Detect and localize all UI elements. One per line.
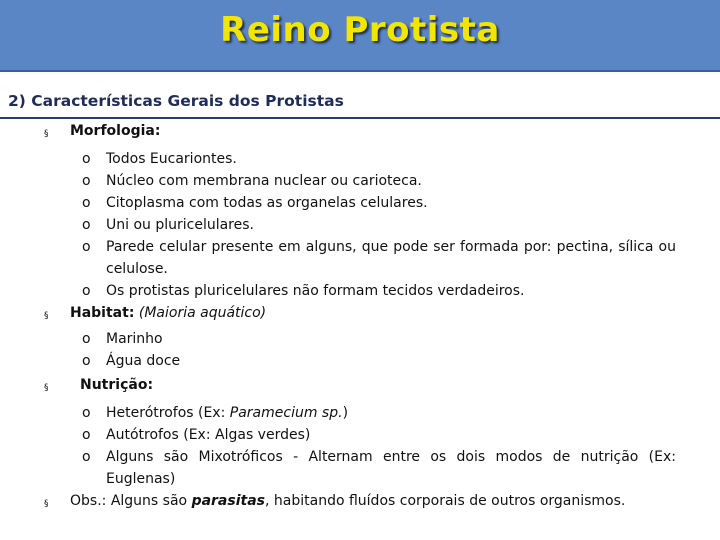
bullet-icon: § [44, 499, 49, 509]
sub-bullet-icon: o [82, 331, 91, 347]
slide-title: Reino Protista [220, 10, 500, 50]
bullet-icon: § [44, 129, 49, 139]
sub-bullet-icon: o [82, 195, 91, 211]
section-title: 2) Características Gerais dos Protistas [8, 92, 344, 110]
habitat-item: Água doce [106, 353, 181, 369]
morfologia-item: Núcleo com membrana nuclear ou carioteca. [106, 173, 422, 189]
habitat-line [70, 305, 266, 321]
sub-bullet-icon: o [82, 151, 91, 167]
nutricao-item: Autótrofos (Ex: Algas verdes) [106, 427, 311, 443]
morfologia-item: Uni ou pluricelulares. [106, 217, 254, 233]
sub-bullet-icon: o [82, 427, 91, 443]
morfologia-item: Todos Eucariontes. [106, 151, 237, 167]
obs-suffix: , habitando fluídos corporais de outros organismos. [265, 493, 626, 509]
habitat-item: Marinho [106, 331, 163, 347]
habitat-label: Habitat: [70, 305, 135, 321]
obs-prefix: Obs.: Alguns são [70, 493, 192, 509]
bullet-icon: § [44, 383, 49, 393]
nutricao-item-prefix: Heterótrofos (Ex: [106, 405, 230, 421]
sub-bullet-icon: o [82, 405, 91, 421]
sub-bullet-icon: o [82, 217, 91, 233]
habitat-note: (Maioria aquático) [138, 305, 267, 321]
obs-emphasis: parasitas [191, 493, 265, 509]
sub-bullet-icon: o [82, 283, 91, 299]
sub-bullet-icon: o [82, 239, 91, 255]
morfologia-label: Morfologia: [70, 123, 161, 139]
nutricao-label: Nutrição: [80, 377, 154, 393]
obs-line [70, 493, 625, 509]
nutricao-item-suffix: ) [342, 405, 349, 421]
sub-bullet-icon: o [82, 173, 91, 189]
sub-bullet-icon: o [82, 353, 91, 369]
bullet-icon: § [44, 311, 49, 321]
nutricao-item [106, 405, 348, 421]
morfologia-item: Os protistas pluricelulares não formam tecidos verdadeiros. [106, 283, 525, 299]
morfologia-item: Parede celular presente em alguns, que pode ser formada por: pectina, sílica ou celulose. [106, 239, 676, 277]
nutricao-item: Alguns são Mixotróficos - Alternam entre os dois modos de nutrição (Ex: Euglenas) [106, 449, 676, 487]
nutricao-item-species: Paramecium sp. [229, 405, 343, 421]
morfologia-item: Citoplasma com todas as organelas celulares. [106, 195, 428, 211]
sub-bullet-icon: o [82, 449, 91, 465]
